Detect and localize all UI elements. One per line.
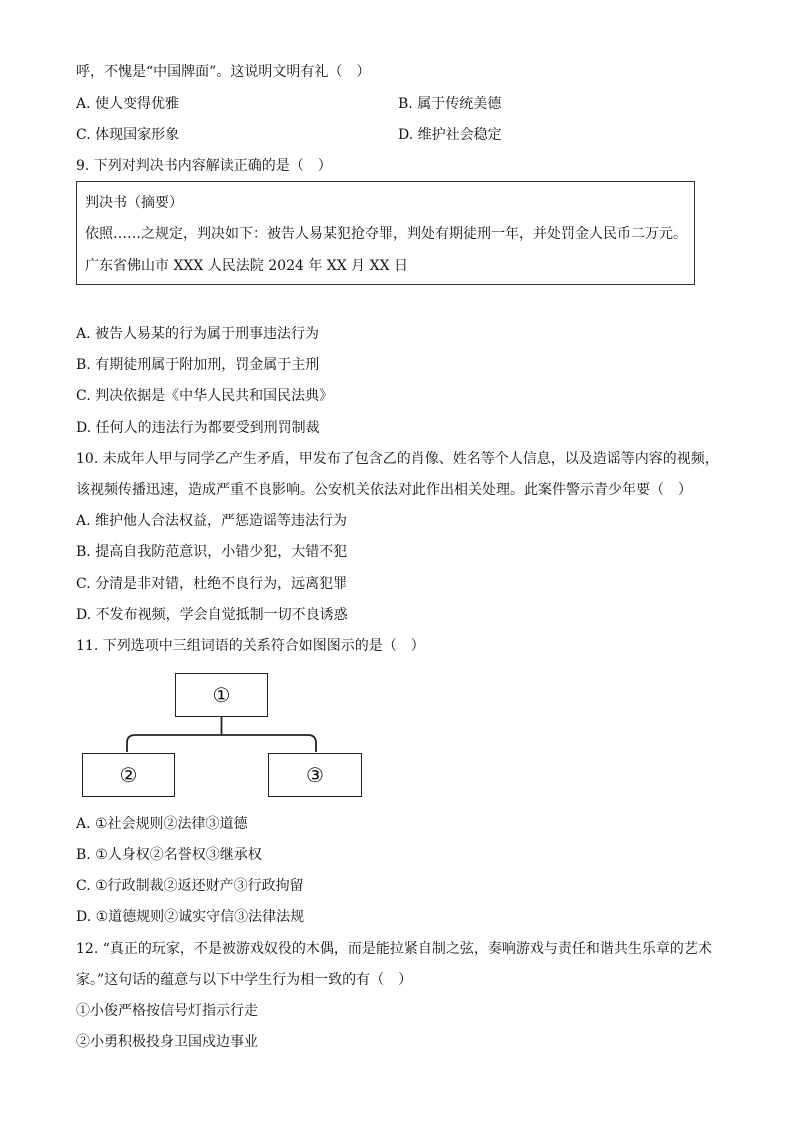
diagram-left-box: ② (82, 753, 175, 797)
q8-option-d[interactable]: D. 维护社会稳定 (398, 127, 502, 143)
q10-option-b[interactable]: B. 提高自我防范意识，小错少犯，大错不犯 (76, 544, 348, 560)
q11-option-c[interactable]: C. ①行政制裁②返还财产③行政拘留 (76, 878, 304, 894)
q12-item-2: ②小勇积极投身卫国戍边事业 (76, 1034, 258, 1050)
question-intro-line: 呼，不愧是“中国牌面”。这说明文明有礼（ ） (76, 64, 371, 80)
diagram-right-box: ③ (268, 753, 362, 797)
q11-option-b[interactable]: B. ①人身权②名誉权③继承权 (76, 847, 262, 863)
q9-option-d[interactable]: D. 任何人的违法行为都要受到刑罚制裁 (76, 420, 320, 436)
q8-option-c[interactable]: C. 体现国家形象 (76, 127, 180, 143)
q10-option-a[interactable]: A. 维护他人合法权益，严惩造谣等违法行为 (76, 513, 348, 529)
q11-stem: 11. 下列选项中三组词语的关系符合如图图示的是（ ） (76, 638, 425, 654)
relationship-diagram (80, 670, 370, 800)
q12-item-1: ①小俊严格按信号灯指示行走 (76, 1003, 258, 1019)
q9-option-a[interactable]: A. 被告人易某的行为属于刑事违法行为 (76, 326, 320, 342)
q10-stem-line2: 该视频传播迅速，造成严重不良影响。公安机关依法对此作出相关处理。此案件警示青少年要（ ） (76, 482, 692, 498)
q8-option-a[interactable]: A. 使人变得优雅 (76, 96, 180, 112)
q10-stem-line1: 10. 未成年人甲与同学乙产生矛盾，甲发布了包含乙的肖像、姓名等个人信息，以及造谣等内容的视频， (76, 451, 719, 467)
q9-option-c[interactable]: C. 判决依据是《中华人民共和国民法典》 (76, 388, 334, 404)
q9-stem: 9. 下列对判决书内容解读正确的是（ ） (76, 158, 332, 174)
verdict-body: 依照……之规定，判决如下：被告人易某犯抢夺罪，判处有期徒刑一年，并处罚金人民币二万元。 (85, 226, 687, 242)
verdict-title: 判决书（摘要） (85, 195, 183, 211)
q12-stem-line2: 家。”这句话的蕴意与以下中学生行为相一致的有（ ） (76, 972, 413, 988)
q10-option-c[interactable]: C. 分清是非对错，杜绝不良行为，远离犯罪 (76, 576, 348, 592)
q12-stem-line1: 12. “真正的玩家，不是被游戏奴役的木偶，而是能拉紧自制之弦，奏响游戏与责任和谐共生乐章的艺术 (76, 941, 712, 957)
q8-option-b[interactable]: B. 属于传统美德 (398, 96, 502, 112)
q10-option-d[interactable]: D. 不发布视频，学会自觉抵制一切不良诱惑 (76, 607, 348, 623)
verdict-footer: 广东省佛山市 XXX 人民法院 2024 年 XX 月 XX 日 (85, 258, 408, 274)
q9-option-b[interactable]: B. 有期徒刑属于附加刑，罚金属于主刑 (76, 357, 320, 373)
q11-option-a[interactable]: A. ①社会规则②法律③道德 (76, 816, 248, 832)
diagram-top-box: ① (175, 673, 268, 717)
q11-option-d[interactable]: D. ①道德规则②诚实守信③法律法规 (76, 909, 305, 925)
verdict-excerpt-box (76, 181, 695, 285)
